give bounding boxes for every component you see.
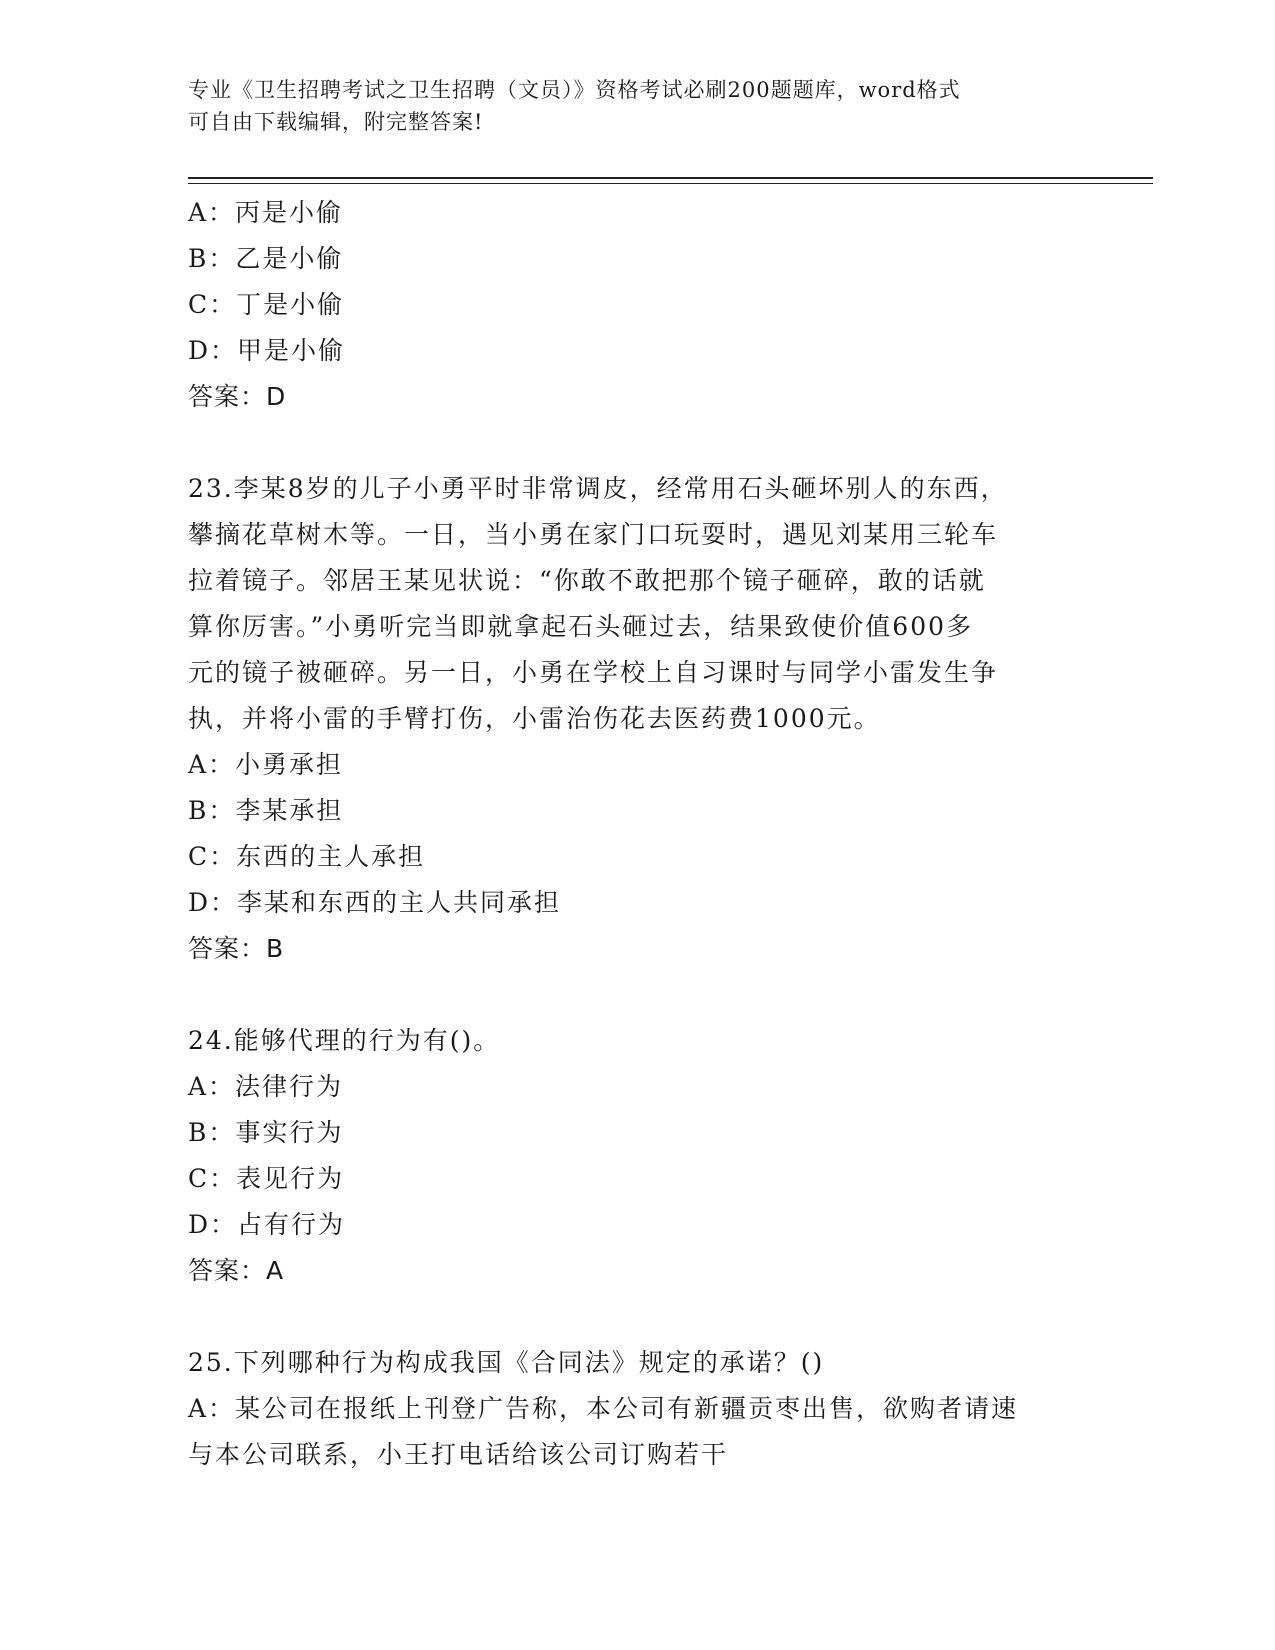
question-content — [188, 190, 1088, 1478]
question-25 — [188, 1340, 1088, 1478]
option-d: D：李某和东西的主人共同承担 — [188, 888, 562, 917]
option-a: A：法律行为 — [188, 1072, 344, 1101]
spacer — [188, 972, 1088, 1018]
header-rule-thin — [188, 183, 1153, 184]
question-24 — [188, 1018, 1088, 1294]
option-a: A：丙是小偷 — [188, 198, 344, 227]
answer-line: 答案：A — [188, 1256, 285, 1285]
header-line: 可自由下载编辑，附完整答案! — [188, 110, 484, 134]
option-b: B：事实行为 — [188, 1118, 344, 1147]
header-line: 专业《卫生招聘考试之卫生招聘（文员）》资格考试必刷200题题库，word格式 — [188, 78, 961, 102]
question-stem-line: 算你厉害。”小勇听完当即就拿起石头砸过去，结果致使价值600多 — [188, 612, 974, 641]
question-22-options — [188, 190, 1088, 420]
option-a-continued: 与本公司联系，小王打电话给该公司订购若干 — [188, 1440, 729, 1469]
question-stem-line: 24.能够代理的行为有()。 — [188, 1026, 501, 1055]
option-d: D：甲是小偷 — [188, 336, 346, 365]
option-b: B：李某承担 — [188, 796, 344, 825]
spacer — [188, 1294, 1088, 1340]
question-stem-line: 攀摘花草树木等。一日，当小勇在家门口玩耍时，遇见刘某用三轮车 — [188, 520, 999, 549]
question-stem-line: 元的镜子被砸碎。另一日，小勇在学校上自习课时与同学小雷发生争 — [188, 658, 999, 687]
answer-line: 答案：B — [188, 934, 285, 963]
option-c: C：丁是小偷 — [188, 290, 345, 319]
question-stem-line: 拉着镜子。邻居王某见状说：“你敢不敢把那个镜子砸碎，敢的话就 — [188, 566, 986, 595]
option-c: C：东西的主人承担 — [188, 842, 426, 871]
option-a: A：某公司在报纸上刊登广告称，本公司有新疆贡枣出售，欲购者请速 — [188, 1394, 1019, 1423]
document-header — [188, 74, 1068, 138]
answer-line: 答案：D — [188, 382, 287, 411]
spacer — [188, 420, 1088, 466]
question-stem-line: 23.李某8岁的儿子小勇平时非常调皮，经常用石头砸坏别人的东西， — [188, 474, 1008, 503]
question-stem-line: 执，并将小雷的手臂打伤，小雷治伤花去医药费1000元。 — [188, 704, 881, 733]
option-d: D：占有行为 — [188, 1210, 346, 1239]
option-c: C：表见行为 — [188, 1164, 345, 1193]
option-b: B：乙是小偷 — [188, 244, 344, 273]
option-a: A：小勇承担 — [188, 750, 344, 779]
question-stem-line: 25.下列哪种行为构成我国《合同法》规定的承诺？() — [188, 1348, 825, 1377]
header-rule-thick — [188, 177, 1153, 179]
question-23 — [188, 466, 1088, 972]
